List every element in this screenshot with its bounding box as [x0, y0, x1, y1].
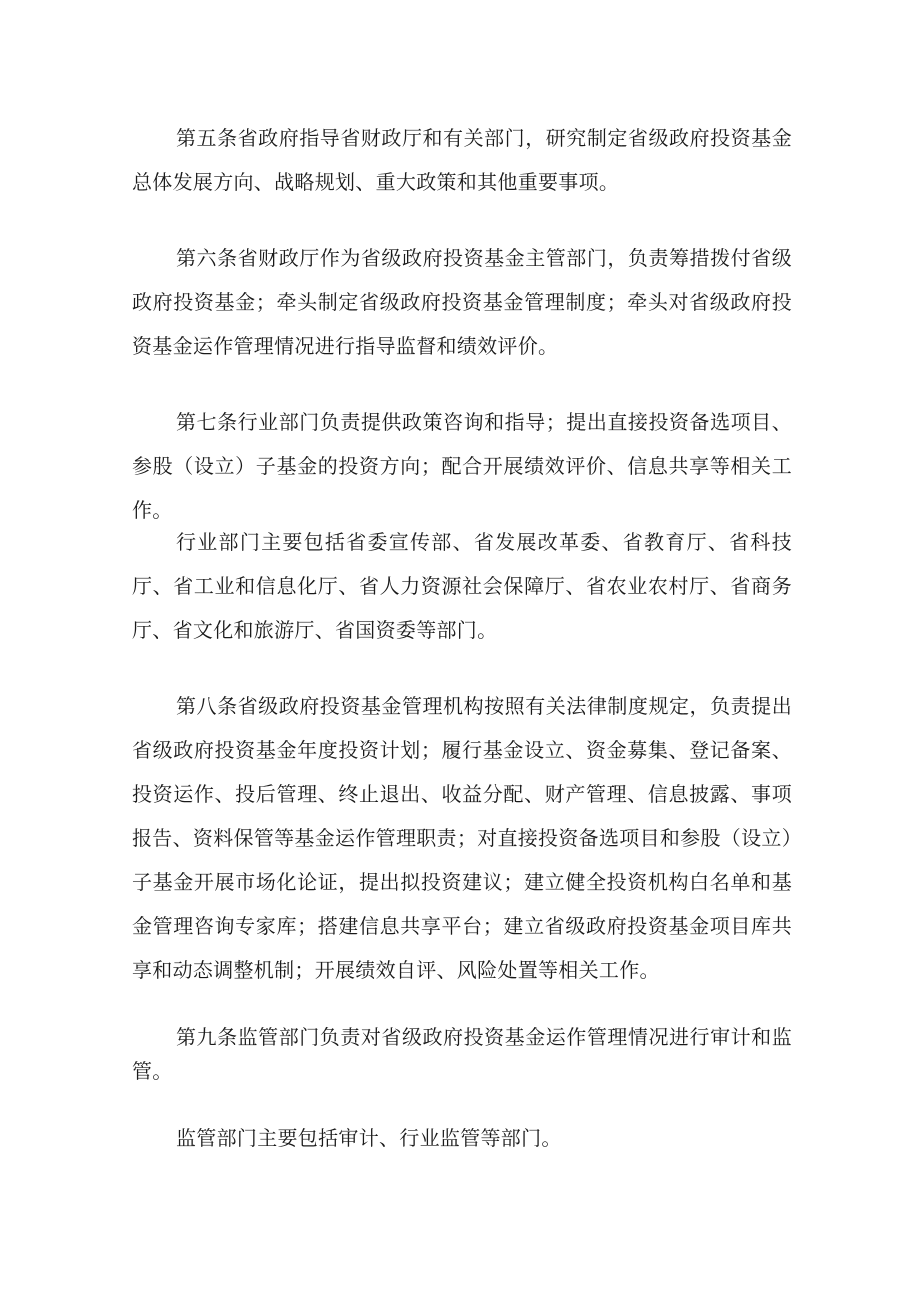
supervision-departments-paragraph: 监管部门主要包括审计、行业监管等部门。	[176, 1126, 562, 1150]
article-7-paragraph: 第七条行业部门负责提供政策咨询和指导；提出直接投资备选项目、参股（设立）子基金的投资方向；配合开展绩效评价、信息共享等相关工作。	[132, 410, 792, 522]
industry-departments-paragraph: 行业部门主要包括省委宣传部、省发展改革委、省教育厅、省科技厅、省工业和信息化厅、省人力资源社会保障厅、省农业农村厅、省商务厅、省文化和旅游厅、省国资委等部门。	[132, 530, 792, 642]
article-9-paragraph: 第九条监管部门负责对省级政府投资基金运作管理情况进行审计和监管。	[132, 1025, 792, 1083]
article-6-paragraph: 第六条省财政厅作为省级政府投资基金主管部门，负责筹措拨付省级政府投资基金；牵头制定省级政府投资基金管理制度；牵头对省级政府投资基金运作管理情况进行指导监督和绩效评价。	[132, 246, 792, 358]
article-8-paragraph: 第八条省级政府投资基金管理机构按照有关法律制度规定，负责提出省级政府投资基金年度投资计划；履行基金设立、资金募集、登记备案、投资运作、投后管理、终止退出、收益分配、财产管理、信息披露、事项报告、资料保管等基金运作管理职责；对直接投资备选项目和参股（设立）子基金开展市场化论证，提出拟投资建议；建立健全投资机构白名单和基金管理咨询专家库；搭建信息共享平台；建立省级政府投资基金项目库共享和动态调整机制；开展绩效自评、风险处置等相关工作。	[132, 694, 792, 982]
article-5-paragraph: 第五条省政府指导省财政厅和有关部门，研究制定省级政府投资基金总体发展方向、战略规划、重大政策和其他重要事项。	[132, 126, 792, 194]
